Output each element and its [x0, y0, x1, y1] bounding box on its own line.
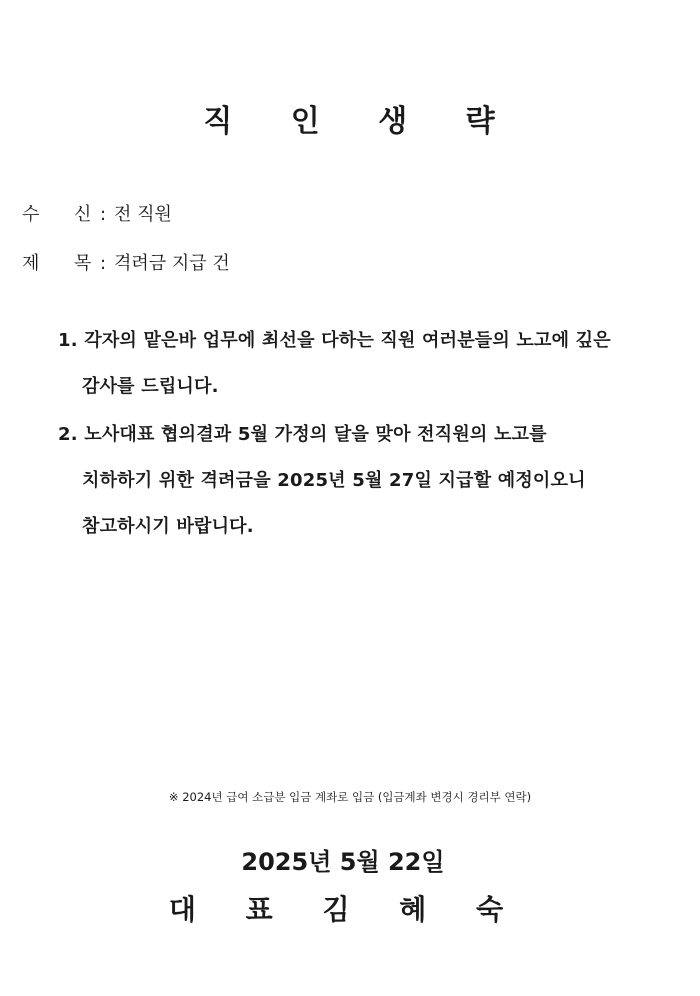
- subject-colon: :: [99, 253, 107, 274]
- recipient-label-a: 수: [22, 204, 40, 225]
- signer-char: 표: [245, 893, 273, 926]
- issue-date: 2025년 5월 22일: [241, 848, 445, 876]
- title-char: 생: [378, 104, 410, 139]
- body-line: 1. 각자의 맡은바 업무에 최선을 다하는 직원 여러분들의 노고에 깊은: [58, 330, 611, 351]
- subject-value: 격려금 지급 건: [114, 253, 230, 274]
- body-line: 감사를 드립니다.: [82, 376, 219, 397]
- recipient-colon: :: [99, 204, 107, 225]
- signer-char: 혜: [399, 893, 427, 926]
- signer: [0, 888, 672, 928]
- signer-char: 김: [322, 893, 350, 926]
- recipient-value: 전 직원: [114, 204, 172, 225]
- recipient-row: [22, 200, 172, 226]
- title-char: 인: [290, 104, 322, 139]
- recipient-label-b: 신: [74, 204, 92, 225]
- document-title: [0, 96, 700, 140]
- signer-char: 대: [168, 893, 196, 926]
- body-line: 참고하시기 바랍니다.: [82, 516, 254, 537]
- subject-label-a: 제: [22, 253, 40, 274]
- subject-label-b: 목: [74, 253, 92, 274]
- title-char: 직: [203, 104, 235, 139]
- subject-row: [22, 249, 230, 275]
- body-line: 2. 노사대표 협의결과 5월 가정의 달을 맞아 전직원의 노고를: [58, 424, 547, 445]
- signer-char: 숙: [476, 893, 504, 926]
- footnote: ※ 2024년 급여 소급분 입금 계좌로 입금 (입금계좌 변경시 경리부 연락): [168, 790, 532, 804]
- body-line: 치하하기 위한 격려금을 2025년 5월 27일 지급할 예정이오니: [82, 470, 586, 491]
- title-char: 략: [465, 104, 497, 139]
